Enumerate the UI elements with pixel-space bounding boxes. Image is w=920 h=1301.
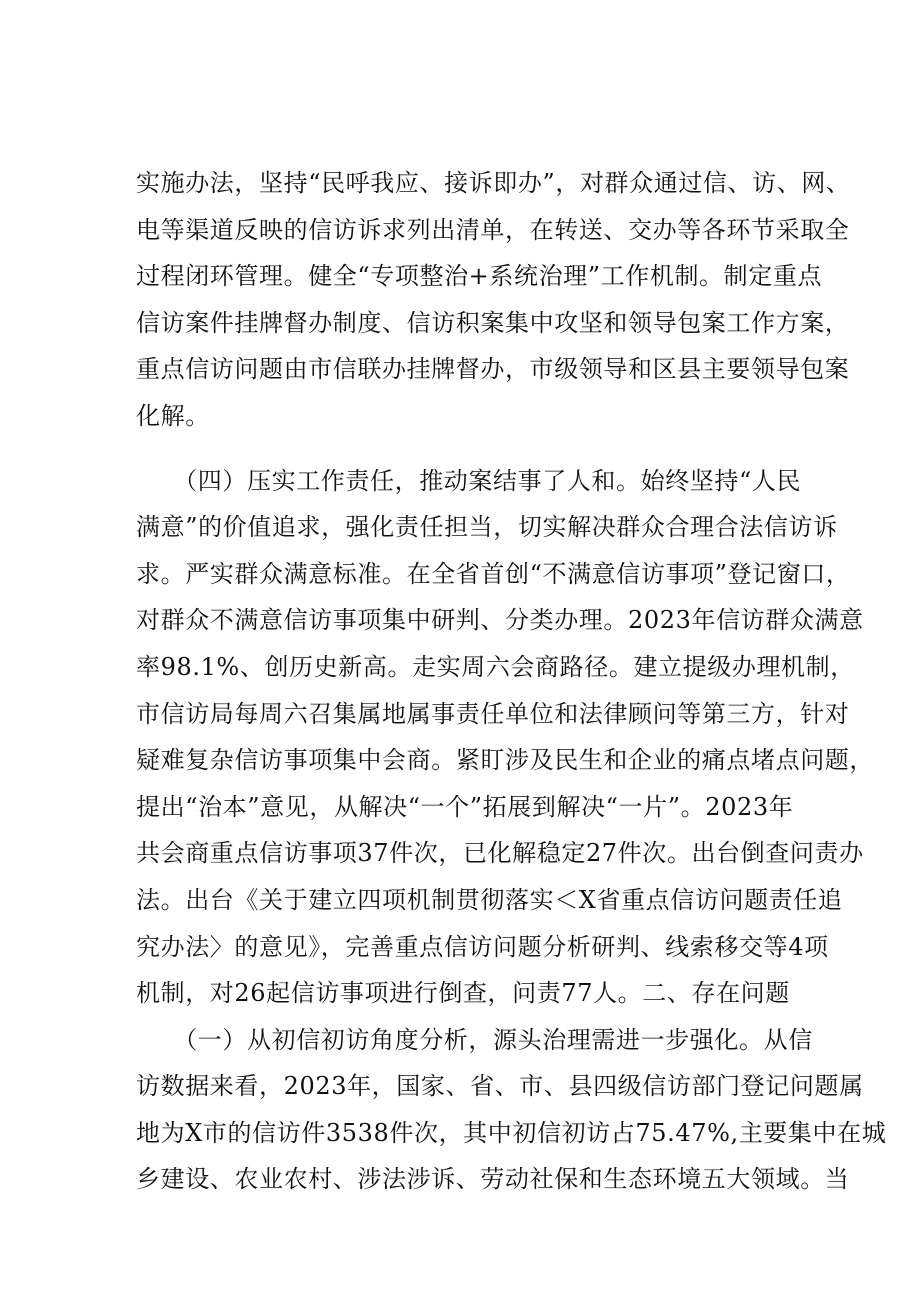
- text-line: 提出“治本”意见，从解决“一个”拓展到解决“一片”。2023年: [136, 792, 794, 821]
- paragraph-gap: [136, 440, 816, 458]
- text-line: 市信访局每周六召集属地属事责任单位和法律顾问等第三方，针对: [136, 699, 850, 728]
- text-line: 过程闭环管理。健全“专项整治+系统治理”工作机制。制定重点: [136, 262, 823, 291]
- text-line: 满意”的价值追求，强化责任担当，切实解决群众合理合法信访诉: [136, 513, 838, 542]
- text-line: 共会商重点信访事项37件次，已化解稳定27件次。出台倒查问责办: [136, 839, 864, 868]
- text-line: 重点信访问题由市信联办挂牌督办，市级领导和区县主要领导包案: [136, 355, 850, 384]
- text-line: 实施办法，坚持“民呼我应、接诉即办”，对群众通过信、访、网、: [136, 169, 851, 197]
- text-line: 疑难复杂信访事项集中会商。紧盯涉及民生和企业的痛点堵点问题，: [136, 746, 874, 775]
- paragraph-existing-problems: [136, 1017, 887, 1203]
- text-line: （四）压实工作责任，推动案结事了人和。始终坚持“人民: [136, 466, 802, 495]
- text-line: 求。严实群众满意标准。在全省首创“不满意信访事项”登记窗口，: [136, 559, 851, 588]
- text-line: 地为X市的信访件3538件次，其中初信初访占75.47%,主要集中在城: [136, 1118, 887, 1147]
- text-line: 乡建设、农业农村、涉法涉诉、劳动社保和生态环境五大领域。当: [136, 1165, 850, 1194]
- paragraph-implementation-measures: [136, 160, 851, 440]
- text-line: 机制，对26起信访事项进行倒查，问责77人。二、存在问题: [136, 979, 790, 1008]
- paragraph-section-four: [136, 458, 874, 1017]
- text-line: 化解。: [136, 401, 210, 430]
- document-body: [136, 160, 887, 1203]
- text-line: 对群众不满意信访事项集中研判、分类办理。2023年信访群众满意: [136, 606, 864, 635]
- text-line: 访数据来看，2023年，国家、省、市、县四级信访部门登记问题属: [136, 1072, 864, 1101]
- text-line: 法。出台《关于建立四项机制贯彻落实＜X省重点信访问题责任追: [136, 885, 843, 914]
- text-line: 究办法〉的意见》，完善重点信访问题分析研判、线索移交等4项: [136, 932, 829, 961]
- text-line: 信访案件挂牌督办制度、信访积案集中攻坚和领导包案工作方案，: [136, 308, 850, 337]
- text-line: 率98.1%、创历史新高。走实周六会商路径。建立提级办理机制，: [136, 652, 855, 681]
- text-line: （一）从初信初访角度分析，源头治理需进一步强化。从信: [136, 1025, 813, 1054]
- text-line: 电等渠道反映的信访诉求列出清单，在转送、交办等各环节采取全: [136, 215, 850, 244]
